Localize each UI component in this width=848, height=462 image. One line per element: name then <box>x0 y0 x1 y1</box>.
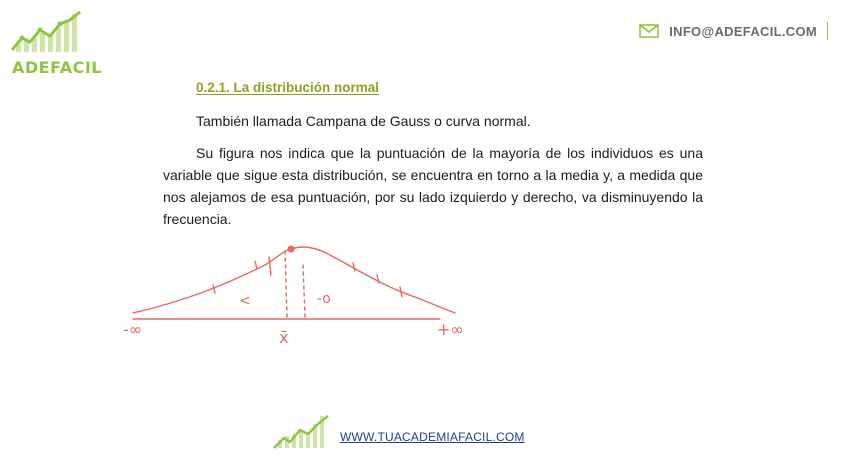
intro-paragraph: También llamada Campana de Gauss o curva normal. <box>196 113 531 129</box>
contact-email[interactable] <box>639 22 828 40</box>
plus-infinity-label: +∞ <box>437 320 464 339</box>
description-paragraph: Su figura nos indica que la puntuación de la mayoría de los individuos es una variable que sigue esta distribución, se encuentra en torno a la media y, a medida que nos alejamos de esa puntuación, por su lado izquierdo y derecho, va disminuyendo la frecuencia. <box>163 145 703 227</box>
envelope-icon <box>639 24 659 38</box>
normal-curve-sketch <box>115 235 495 347</box>
left-tick-3 <box>213 285 215 293</box>
left-mark: < <box>239 293 251 309</box>
logo-wordmark: ADEFACIL <box>12 58 102 77</box>
right-tick-1 <box>353 263 355 271</box>
peak-point <box>288 246 295 253</box>
mean-line <box>285 251 287 317</box>
footer-chart-logo-icon <box>272 412 332 452</box>
header-divider <box>827 22 828 40</box>
right-tick-2 <box>377 275 379 283</box>
bar-chart-logo-icon <box>8 8 88 58</box>
website-link[interactable]: WWW.TUACADEMIAFACIL.COM <box>340 430 525 444</box>
adefacil-logo <box>8 8 102 78</box>
email-address[interactable]: INFO@ADEFACIL.COM <box>669 23 817 39</box>
right-mark: -o <box>317 291 331 307</box>
left-tick-1 <box>255 261 257 269</box>
footer <box>272 412 525 452</box>
right-tick-3 <box>400 287 402 297</box>
minus-infinity-label: -∞ <box>123 320 143 339</box>
right-dash-line <box>303 265 305 317</box>
mean-label: x̄ <box>279 328 289 347</box>
section-title: 0.2.1. La distribución normal <box>196 80 380 95</box>
left-tick-2 <box>269 257 271 275</box>
bell-curve <box>133 247 455 313</box>
